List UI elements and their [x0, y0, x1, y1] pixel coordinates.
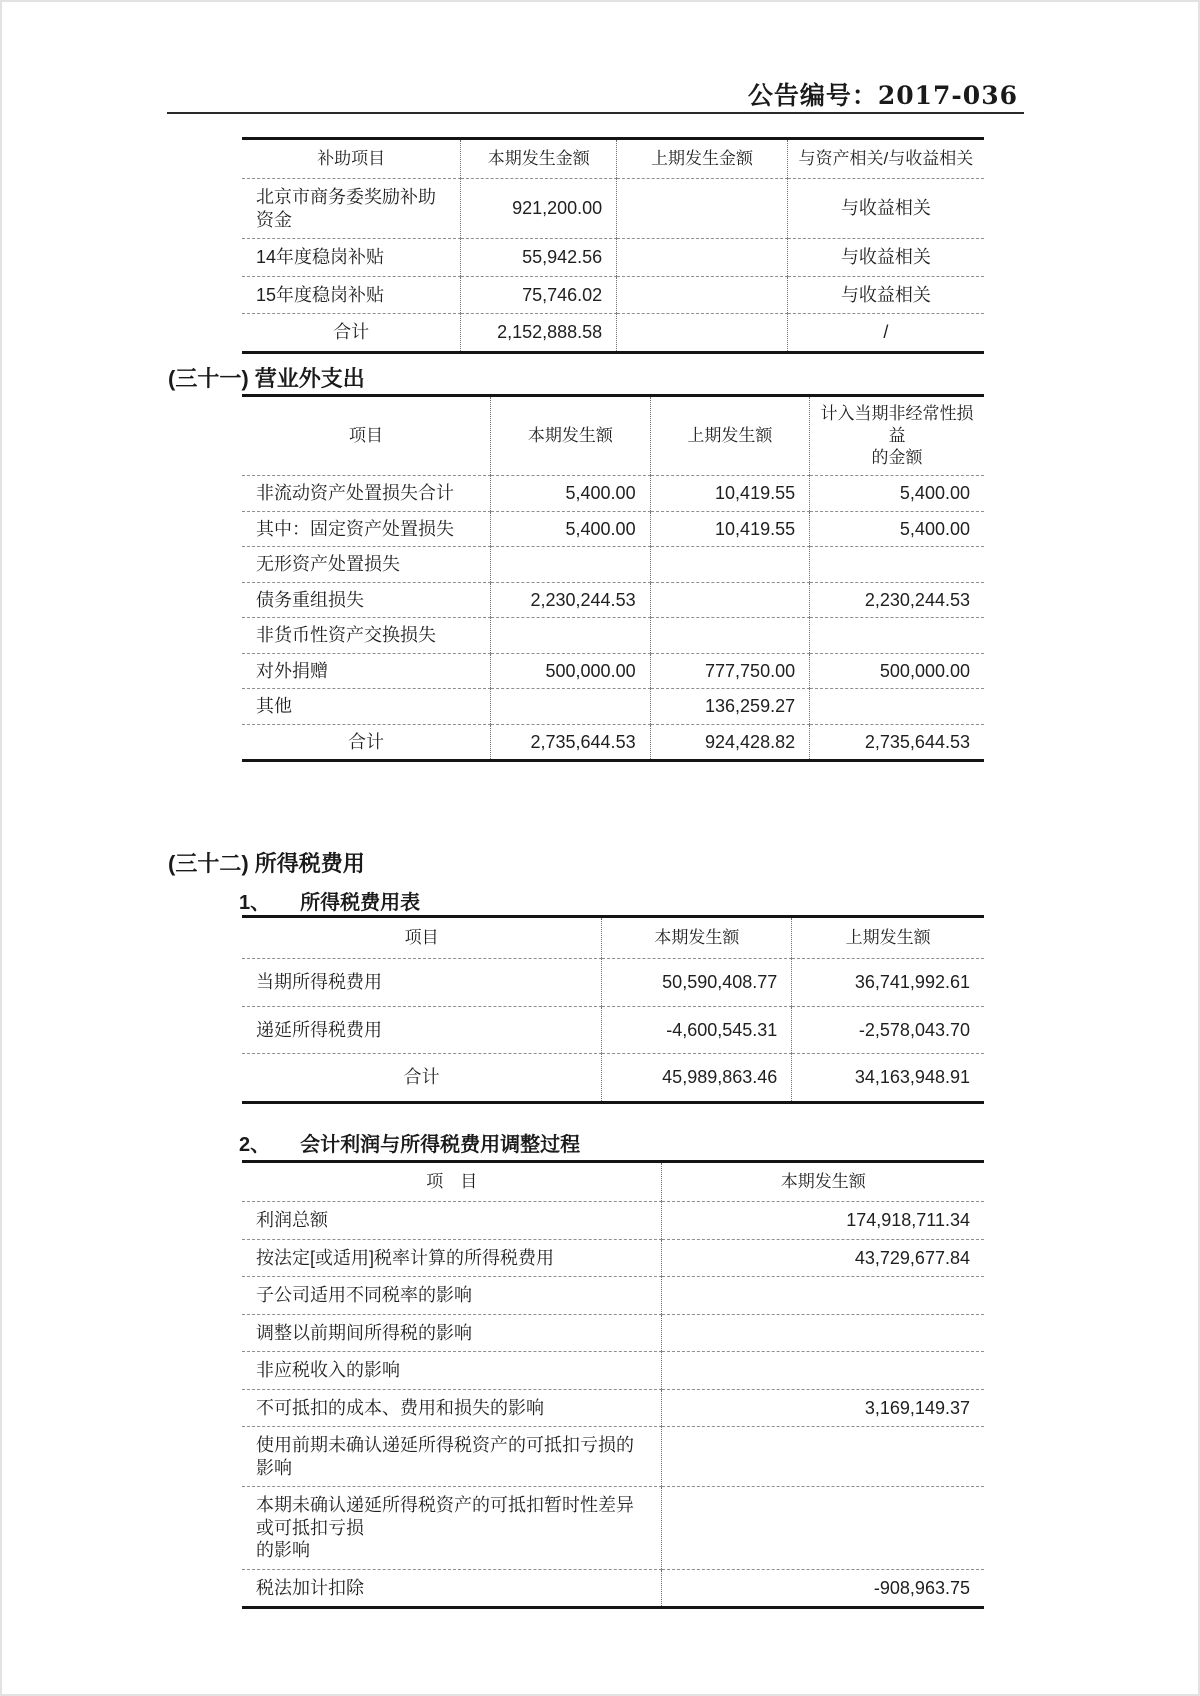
table-row	[242, 1277, 984, 1315]
announcement-number: 公告编号：2017-036	[747, 81, 1018, 110]
subsection-2-title	[239, 1128, 580, 1157]
column-header: 本期发生金额	[461, 139, 617, 179]
table-cell: 75,746.02	[461, 276, 617, 314]
subsection-1-title	[239, 886, 420, 915]
table-cell	[662, 1427, 984, 1487]
table-cell: 2,230,244.53	[491, 582, 651, 618]
tax-adjustment-table	[242, 1160, 984, 1609]
table-cell: 税法加计扣除	[242, 1569, 662, 1608]
table-cell: 5,400.00	[810, 511, 984, 547]
table-cell	[662, 1352, 984, 1390]
table-cell	[810, 689, 984, 725]
table-cell: 136,259.27	[650, 689, 810, 725]
table-cell: 调整以前期间所得税的影响	[242, 1314, 662, 1352]
column-header: 上期发生额	[792, 917, 984, 959]
table-cell	[662, 1277, 984, 1315]
subsection-2-number: 2、	[239, 1134, 271, 1156]
table-cell	[617, 239, 788, 277]
table-cell	[810, 618, 984, 654]
table-row	[242, 276, 984, 314]
table-row	[242, 476, 984, 512]
table-cell	[662, 1487, 984, 1570]
table-row	[242, 1006, 984, 1054]
table-row	[242, 1314, 984, 1352]
table-cell: 合计	[242, 1054, 602, 1103]
table-cell: 递延所得税费用	[242, 1006, 602, 1054]
column-header: 本期发生额	[662, 1162, 984, 1202]
column-header: 计入当期非经常性损益 的金额	[810, 396, 984, 476]
table-cell	[650, 582, 810, 618]
table-cell: -4,600,545.31	[602, 1006, 792, 1054]
table-row	[242, 1569, 984, 1608]
table-cell: 按法定[或适用]税率计算的所得税费用	[242, 1239, 662, 1277]
table-cell: /	[787, 314, 984, 353]
table-cell: 3,169,149.37	[662, 1389, 984, 1427]
table-cell	[650, 618, 810, 654]
column-header: 项 目	[426, 1172, 478, 1191]
table-cell: 10,419.55	[650, 476, 810, 512]
header-rule	[167, 112, 1024, 114]
table-cell: 无形资产处置损失	[242, 547, 491, 583]
table-cell: 当期所得税费用	[242, 959, 602, 1007]
column-header: 本期发生额	[491, 396, 651, 476]
table-cell: 777,750.00	[650, 653, 810, 689]
table-row	[242, 1427, 984, 1487]
table-cell: 14年度稳岗补贴	[242, 239, 461, 277]
table-cell: 2,735,644.53	[810, 724, 984, 761]
table-row	[242, 1352, 984, 1390]
header-row	[242, 1162, 984, 1202]
table-cell	[662, 1314, 984, 1352]
table-cell: 921,200.00	[461, 179, 617, 239]
table-cell: 非货币性资产交换损失	[242, 618, 491, 654]
table-cell	[617, 314, 788, 353]
total-row	[242, 314, 984, 353]
table-row	[242, 618, 984, 654]
table-cell: 924,428.82	[650, 724, 810, 761]
subsection-1-number: 1、	[239, 892, 271, 914]
table-cell: 500,000.00	[810, 653, 984, 689]
table-cell: 174,918,711.34	[662, 1202, 984, 1240]
table-cell: 45,989,863.46	[602, 1054, 792, 1103]
total-row	[242, 724, 984, 761]
table-cell: 5,400.00	[491, 476, 651, 512]
column-header: 与资产相关/与收益相关	[787, 139, 984, 179]
table-cell	[491, 618, 651, 654]
table-row	[242, 511, 984, 547]
column-header: 上期发生金额	[617, 139, 788, 179]
header-row	[242, 396, 984, 476]
table-cell: 合计	[242, 314, 461, 353]
column-header: 本期发生额	[602, 917, 792, 959]
table-cell	[650, 547, 810, 583]
table-row	[242, 179, 984, 239]
column-header: 上期发生额	[650, 396, 810, 476]
table-cell: 其中：固定资产处置损失	[242, 511, 491, 547]
table-cell: 对外捐赠	[242, 653, 491, 689]
table-cell: 50,590,408.77	[602, 959, 792, 1007]
table-cell: 非流动资产处置损失合计	[242, 476, 491, 512]
table-cell: 34,163,948.91	[792, 1054, 984, 1103]
table-cell: 债务重组损失	[242, 582, 491, 618]
table-cell: 10,419.55	[650, 511, 810, 547]
table-cell: 500,000.00	[491, 653, 651, 689]
table-row	[242, 1487, 984, 1570]
table-cell: 其他	[242, 689, 491, 725]
table-row	[242, 582, 984, 618]
table-row	[242, 1389, 984, 1427]
table-cell	[491, 689, 651, 725]
subsidy-table	[242, 137, 984, 354]
table-row	[242, 959, 984, 1007]
table-cell: 与收益相关	[787, 276, 984, 314]
column-header: 补助项目	[317, 149, 386, 168]
table-cell: 与收益相关	[787, 179, 984, 239]
table-cell: 5,400.00	[491, 511, 651, 547]
table-row	[242, 689, 984, 725]
section-32-title: (三十二) 所得税费用	[168, 851, 365, 876]
table-cell: 本期未确认递延所得税资产的可抵扣暂时性差异或可抵扣亏损 的影响	[242, 1487, 662, 1570]
table-cell: 使用前期未确认递延所得税资产的可抵扣亏损的影响	[242, 1427, 662, 1487]
table-cell: 北京市商务委奖励补助资金	[242, 179, 461, 239]
table-cell	[810, 547, 984, 583]
table-cell: 5,400.00	[810, 476, 984, 512]
table-row	[242, 239, 984, 277]
non-operating-expenses-table	[242, 394, 984, 762]
table-cell: 非应税收入的影响	[242, 1352, 662, 1390]
table-cell: 55,942.56	[461, 239, 617, 277]
column-header: 项目	[404, 928, 439, 947]
table-cell: 15年度稳岗补贴	[242, 276, 461, 314]
subsection-2-label: 会计利润与所得税费用调整过程	[300, 1134, 581, 1156]
table-cell: 与收益相关	[787, 239, 984, 277]
table-cell: 不可抵扣的成本、费用和损失的影响	[242, 1389, 662, 1427]
table-row	[242, 547, 984, 583]
table-cell: 43,729,677.84	[662, 1239, 984, 1277]
table-cell: 2,735,644.53	[491, 724, 651, 761]
table-cell: 合计	[242, 724, 491, 761]
table-cell: -908,963.75	[662, 1569, 984, 1608]
table-row	[242, 653, 984, 689]
section-31-title: (三十一) 营业外支出	[168, 366, 365, 391]
total-row	[242, 1054, 984, 1103]
table-cell	[617, 179, 788, 239]
table-row	[242, 1239, 984, 1277]
table-row	[242, 1202, 984, 1240]
table-cell: 36,741,992.61	[792, 959, 984, 1007]
table-cell: 2,230,244.53	[810, 582, 984, 618]
table-cell: 利润总额	[242, 1202, 662, 1240]
table-cell: 子公司适用不同税率的影响	[242, 1277, 662, 1315]
table-cell: -2,578,043.70	[792, 1006, 984, 1054]
table-cell	[491, 547, 651, 583]
header-row	[242, 917, 984, 959]
table-cell	[617, 276, 788, 314]
subsection-1-label: 所得税费用表	[300, 892, 421, 914]
column-header: 项目	[349, 426, 384, 446]
header-row	[242, 139, 984, 179]
income-tax-table	[242, 915, 984, 1104]
table-cell: 2,152,888.58	[461, 314, 617, 353]
